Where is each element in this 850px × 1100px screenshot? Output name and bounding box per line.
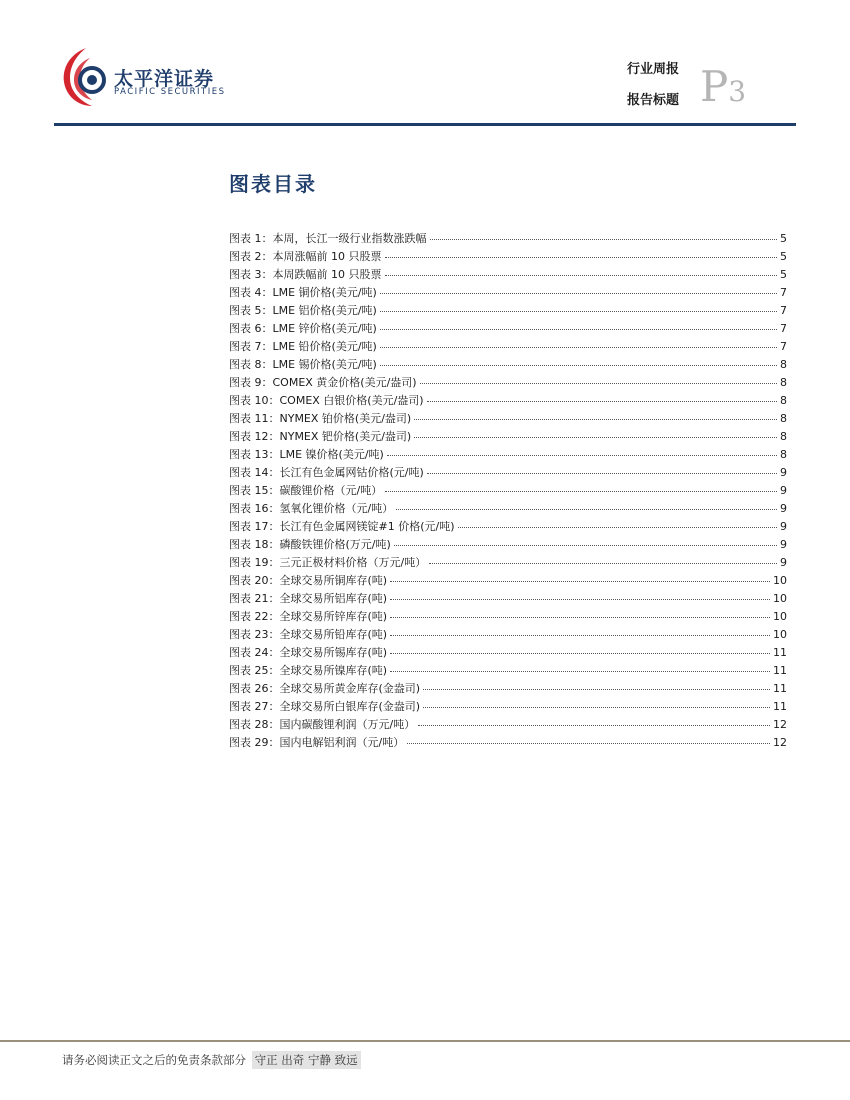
report-type: 行业周报	[627, 62, 680, 77]
toc-heading: 图表目录	[229, 172, 317, 196]
toc-list	[229, 230, 787, 752]
toc-entry-page: 8	[780, 412, 787, 425]
toc-entry-page: 5	[780, 268, 787, 281]
page-header	[0, 0, 850, 130]
toc-entry-page: 10	[773, 628, 787, 641]
toc-entry-label: 图表 3：本周跌幅前 10 只股票	[229, 268, 382, 281]
page-letter: P	[700, 62, 729, 111]
toc-entry-label: 图表 15：碳酸锂价格（元/吨）	[229, 484, 383, 497]
toc-entry-label: 图表 22：全球交易所锌库存(吨)	[229, 610, 388, 623]
toc-entry-page: 9	[780, 556, 787, 569]
toc-entry-page: 8	[780, 430, 787, 443]
toc-entry-label: 图表 4：LME 铜价格(美元/吨)	[229, 286, 377, 299]
toc-dot-leader	[429, 552, 777, 564]
toc-entry-page: 5	[780, 232, 787, 245]
toc-dot-leader	[427, 390, 777, 402]
toc-entry-page: 11	[773, 646, 787, 659]
toc-entry-label: 图表 8：LME 锡价格(美元/吨)	[229, 358, 377, 371]
toc-dot-leader	[385, 246, 778, 258]
logo-cn-text: 太平洋证券	[114, 68, 215, 90]
footer-divider	[0, 1040, 850, 1042]
toc-entry-label: 图表 23：全球交易所铅库存(吨)	[229, 628, 388, 641]
toc-dot-leader	[414, 408, 777, 420]
toc-entry-page: 8	[780, 394, 787, 407]
toc-dot-leader	[420, 372, 777, 384]
toc-entry[interactable]	[229, 734, 787, 752]
toc-entry-label: 图表 14：长江有色金属网钴价格(元/吨)	[229, 466, 424, 479]
toc-entry-label: 图表 29：国内电解铝利润（元/吨）	[229, 736, 405, 749]
toc-entry-label: 图表 13：LME 镍价格(美元/吨)	[229, 448, 384, 461]
toc-entry-page: 7	[780, 340, 787, 353]
toc-dot-leader	[418, 714, 770, 726]
toc-entry-page: 11	[773, 700, 787, 713]
logo-en-text: PACIFIC SECURITIES	[114, 87, 226, 97]
toc-entry-label: 图表 17：长江有色金属网镁锭#1 价格(元/吨)	[229, 520, 455, 533]
page-number	[700, 62, 746, 117]
toc-entry-label: 图表 6：LME 锌价格(美元/吨)	[229, 322, 377, 335]
toc-dot-leader	[380, 354, 777, 366]
toc-entry-label: 图表 7：LME 铅价格(美元/吨)	[229, 340, 377, 353]
toc-dot-leader	[407, 732, 770, 744]
toc-entry-page: 12	[773, 736, 787, 749]
toc-entry-label: 图表 2：本周涨幅前 10 只股票	[229, 250, 382, 263]
toc-entry-page: 7	[780, 286, 787, 299]
toc-entry-page: 8	[780, 358, 787, 371]
toc-dot-leader	[396, 498, 777, 510]
toc-dot-leader	[390, 660, 770, 672]
toc-entry-page: 8	[780, 448, 787, 461]
toc-entry-label: 图表 21：全球交易所铝库存(吨)	[229, 592, 388, 605]
toc-dot-leader	[380, 300, 777, 312]
toc-dot-leader	[385, 480, 777, 492]
toc-entry-label: 图表 24：全球交易所锡库存(吨)	[229, 646, 388, 659]
toc-entry-page: 7	[780, 304, 787, 317]
toc-entry-page: 9	[780, 484, 787, 497]
toc-entry-label: 图表 26：全球交易所黄金库存(金盎司)	[229, 682, 421, 695]
toc-entry-label: 图表 12：NYMEX 钯价格(美元/盎司)	[229, 430, 412, 443]
toc-entry-label: 图表 27：全球交易所白银库存(金盎司)	[229, 700, 421, 713]
toc-dot-leader	[390, 606, 770, 618]
toc-entry-label: 图表 9：COMEX 黄金价格(美元/盎司)	[229, 376, 417, 389]
toc-entry-page: 10	[773, 610, 787, 623]
toc-entry-page: 9	[780, 502, 787, 515]
toc-entry-label: 图表 28：国内碳酸锂利润（万元/吨）	[229, 718, 416, 731]
company-logo	[60, 44, 226, 114]
toc-dot-leader	[427, 462, 777, 474]
toc-entry-page: 10	[773, 574, 787, 587]
toc-dot-leader	[390, 642, 770, 654]
toc-entry-page: 9	[780, 466, 787, 479]
header-divider	[54, 123, 796, 126]
toc-entry-page: 10	[773, 592, 787, 605]
toc-entry-page: 7	[780, 322, 787, 335]
toc-dot-leader	[414, 426, 777, 438]
toc-entry-label: 图表 11：NYMEX 铂价格(美元/盎司)	[229, 412, 412, 425]
toc-dot-leader	[390, 624, 770, 636]
toc-entry-page: 11	[773, 664, 787, 677]
toc-entry-label: 图表 19：三元正极材料价格（万元/吨）	[229, 556, 427, 569]
toc-entry-label: 图表 20：全球交易所铜库存(吨)	[229, 574, 388, 587]
toc-dot-leader	[385, 264, 778, 276]
toc-dot-leader	[380, 318, 777, 330]
footer-motto: 守正 出奇 宁静 致远	[252, 1051, 361, 1069]
footer-disclaimer: 请务必阅读正文之后的免责条款部分	[62, 1053, 246, 1067]
toc-dot-leader	[380, 282, 777, 294]
toc-entry-label: 图表 10：COMEX 白银价格(美元/盎司)	[229, 394, 424, 407]
report-title: 报告标题	[627, 93, 680, 108]
page-footer	[62, 1052, 361, 1072]
toc-entry-label: 图表 5：LME 铝价格(美元/吨)	[229, 304, 377, 317]
toc-dot-leader	[387, 444, 777, 456]
toc-dot-leader	[390, 588, 770, 600]
toc-entry-label: 图表 1：本周，长江一级行业指数涨跌幅	[229, 232, 427, 245]
toc-dot-leader	[423, 696, 770, 708]
toc-entry-page: 8	[780, 376, 787, 389]
logo-mark-icon	[60, 44, 112, 110]
toc-dot-leader	[458, 516, 778, 528]
toc-entry-page: 9	[780, 520, 787, 533]
toc-dot-leader	[390, 570, 770, 582]
toc-dot-leader	[394, 534, 777, 546]
toc-entry-label: 图表 16：氢氧化锂价格（元/吨）	[229, 502, 394, 515]
toc-entry-page: 12	[773, 718, 787, 731]
toc-entry-label: 图表 25：全球交易所镍库存(吨)	[229, 664, 388, 677]
toc-entry-label: 图表 18：磷酸铁锂价格(万元/吨)	[229, 538, 391, 551]
toc-entry-page: 11	[773, 682, 787, 695]
toc-dot-leader	[430, 228, 778, 240]
toc-entry-page: 9	[780, 538, 787, 551]
toc-dot-leader	[423, 678, 770, 690]
toc-dot-leader	[380, 336, 777, 348]
page-number-digit: 3	[728, 75, 747, 108]
toc-entry-page: 5	[780, 250, 787, 263]
